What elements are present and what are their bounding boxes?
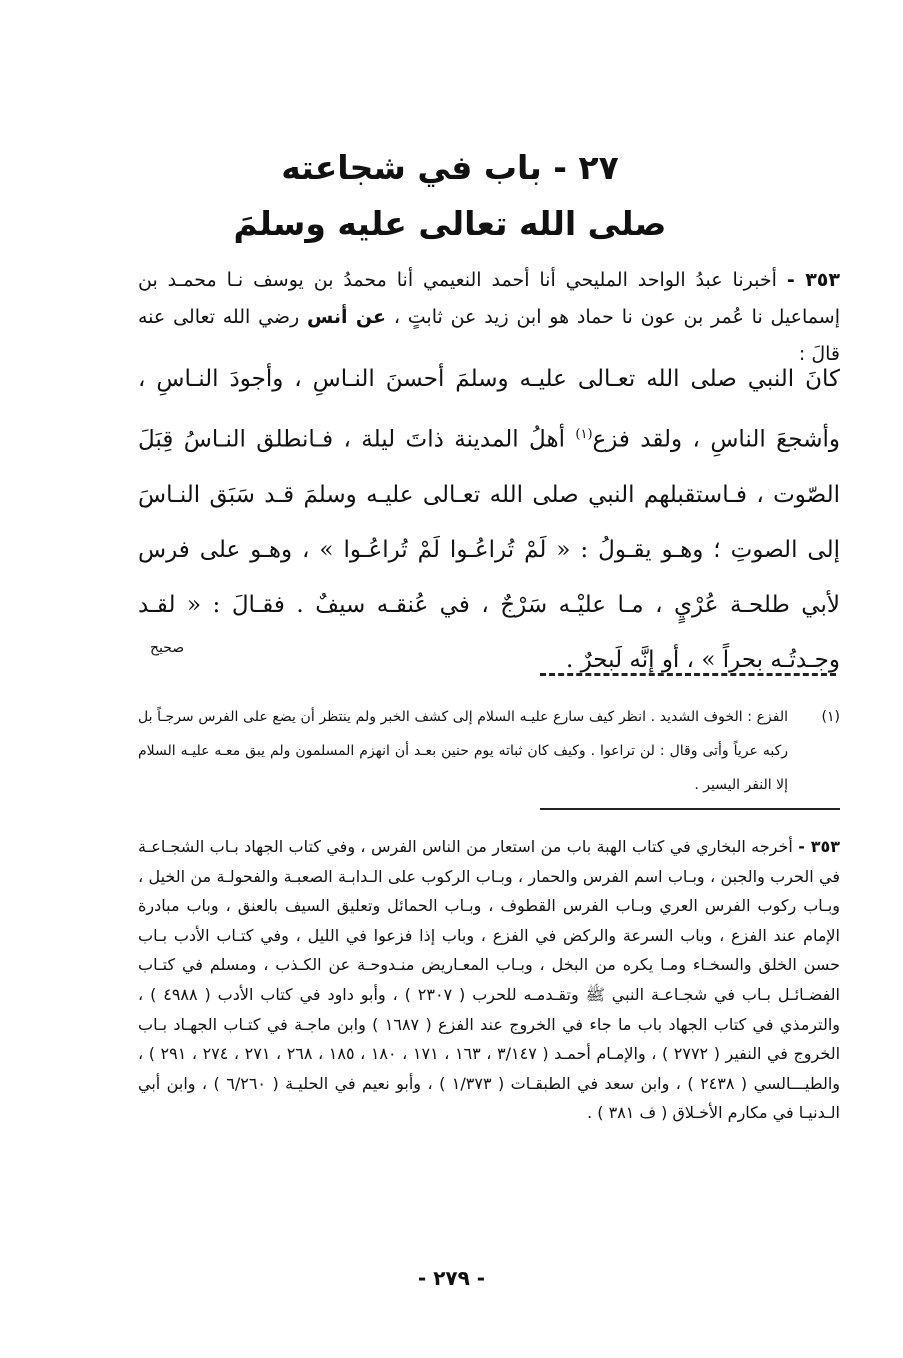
matn-text-a: كانَ النبي صلى الله تعـالى عليـه وسلمَ أحسنَ النـاسِ ، وأجودَ النـاسِ ، وأشجعَ الناسِ ، ولقد فزع bbox=[138, 366, 840, 453]
hadith-grade: صحيح bbox=[150, 640, 185, 656]
chapter-heading bbox=[150, 140, 750, 252]
takhrij-number: ٣٥٣ - bbox=[798, 837, 840, 856]
page-number: - ٢٧٩ - bbox=[417, 1266, 486, 1290]
isnad-text-b: رضي الله تعالى عنه قالَ : bbox=[138, 306, 840, 365]
footnote-text: الفزع : الخوف الشديد . انظر كيف سارع عليـه السلام إلى كشف الخبر ولم ينتظر أن يضع على الفرس سرجـاً بل ركبه عرياً وأتى وقال : لن تراعوا . وكيف كان ثباته يوم حنين بعـد أن انهزم المسلمون ولم يبق معـه عليـه السلام إلا النفر اليسير . bbox=[138, 709, 788, 793]
isnad-text-a: أخبرنا عبدُ الواحد المليحي أنا أحمد النعيمي أنا محمدُ بن يوسف نـا محمـد بن إسماعيل نا عُمر بن عون نا حماد هو ابن زيد عن ثابتٍ ، bbox=[138, 269, 840, 328]
hadith-number: ٣٥٣ - bbox=[786, 269, 840, 291]
footnote-number: (١) bbox=[821, 709, 840, 725]
solid-separator bbox=[540, 808, 840, 810]
footnote-marker: (١) bbox=[575, 427, 593, 442]
hadith-matn bbox=[138, 352, 840, 688]
dashed-separator bbox=[540, 673, 836, 676]
chapter-subtitle: صلى الله تعالى عليه وسلمَ bbox=[233, 204, 667, 243]
isnad-narrator: عن أنس bbox=[307, 306, 387, 328]
matn-text-b: أهلُ المدينة ذاتَ ليلة ، فـانطلق النـاسُ قِبَلَ الصّوت ، فـاستقبلهم النبي صلى الله تعـالى عليـه وسلمَ قـد سَبَق النـاسَ إلى الصوتِ ؛ وهـو يقـولُ : « لَمْ تُراعُـوا لَمْ تُراعُـوا » ، وهـو على فرس لأبي طلحـة عُرْيٍ ، مـا عليْـه سَرْجٌ ، في عُنقـه سيفٌ . فقـالَ : « لقـد وجـدتُـه بحراً » ، أو إنَّه لَبحرٌ . bbox=[138, 426, 840, 673]
takhrij-section bbox=[138, 832, 840, 1128]
chapter-title: ٢٧ - باب في شجاعته bbox=[281, 148, 619, 187]
footnote bbox=[138, 700, 840, 802]
takhrij-text: أخرجه البخاري في كتاب الهبة باب من استعار من الناس الفرس ، وفي كتاب الجهاد بـاب الشجـاعـة في الحرب والجبن ، وبـاب اسم الفرس والحمار ، وبـاب الركوب على الـدابـة الصعبـة والفحولـة من الخيل ، وبـاب ركوب الفرس العري وبـاب الفرس القطوف ، وبـاب الحمائل وتعليق السيف بالعنق ، وباب مبادرة الإمام عند الفزع ، وباب السرعة والركض في الفزع ، وباب إذا فزعوا في الليل ، وفي كتـاب الأدب بـاب حسن الخلق والسخـاء ومـا يكره من البخل ، وبـاب المعـاريض منـدوحـة عن الكـذب ، ومسلم في كتـاب الفضـائـل بـاب في شجـاعـة النبي ﷺ وتقـدمـه للحرب ( ٢٣٠٧ ) ، وأبو داود في كتاب الأدب ( ٤٩٨٨ ) ، والترمذي في كتاب الجهاد باب ما جاء في الخروج عند الفزع ( ١٦٨٧ ) وابن ماجـة في كتـاب الجهـاد بـاب الخروج في النفير ( ٢٧٧٢ ) ، والإمـام أحمـد ( ٣/١٤٧ ، ١٦٣ ، ١٧١ ، ١٨٠ ، ١٨٥ ، ٢٦٨ ، ٢٧١ ، ٢٧٤ ، ٢٩١ ) ، والطيـــالسي ( ٢٤٣٨ ) ، وابن سعد في الطبقـات ( ١/٣٧٣ ) ، وأبو نعيم في الحليـة ( ٦/٢٦٠ ) ، وابن أبي الـدنيـا في مكارم الأخـلاق ( ف ٣٨١ ) . bbox=[138, 837, 841, 1123]
